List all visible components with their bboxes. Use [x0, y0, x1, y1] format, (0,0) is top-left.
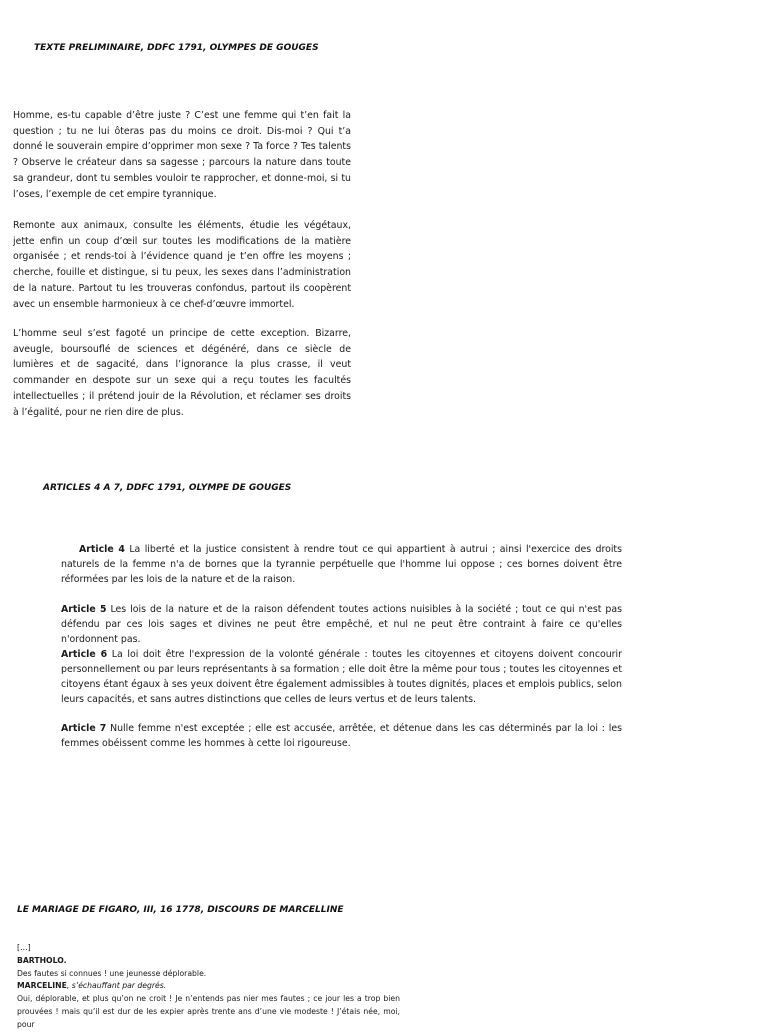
paragraph-preliminaire-1: Homme, es-tu capable d’être juste ? C’est une femme qui t’en fait la question ; tu ne lui ôteras pas du moins ce droit. Dis-moi ? Qui t’a donné le souverain empire d’opprimer mon sexe ? Ta force ? Tes talents ? Observe le créateur dans sa sagesse ; parcours la nature dans toute sa grandeur, dont tu sembles vouloir te rapprocher, et donne-moi, si tu l’oses, l’exemple de cet empire tyrannique.	[13, 110, 351, 200]
article-5	[61, 602, 622, 647]
article-text: La loi doit être l'expression de la volonté générale : toutes les citoyennes et citoyens doivent concourir personnellement ou par leurs représentants à sa formation ; elle doit être la même pour tous ; toutes les citoyennes et citoyens étant égaux à ses yeux doivent être également admissibles à toutes dignités, places et emplois publics, selon leurs capacités, et sans autres distinctions que celles de leurs vertus et de leurs talents.	[61, 649, 622, 705]
stage-direction: , s’échauffant par degrés.	[66, 981, 167, 991]
section-heading-articles: ARTICLES 4 A 7, DDFC 1791, OLYMPE DE GOUGES	[43, 483, 292, 493]
article-text: La liberté et la justice consistent à rendre tout ce qui appartient à autrui ; ainsi l'exercice des droits naturels de la femme n'a de bornes que la tyrannie perpétuelle que l'homme lui oppose ; ces bornes doivent être réformées par les lois de la nature et de la raison.	[61, 544, 622, 585]
section-heading-preliminaire: TEXTE PRELIMINAIRE, DDFC 1791, OLYMPES DE GOUGES	[34, 43, 319, 53]
section-heading-figaro: LE MARIAGE DE FIGARO, III, 16 1778, DISCOURS DE MARCELLINE	[17, 905, 344, 915]
speaker-marceline: MARCELINE	[17, 981, 67, 991]
article-text: Les lois de la nature et de la raison défendent toutes actions nuisibles à la société ; tout ce qui n'est pas défendu par ces lois sages et divines ne peut être empêché, et nul ne peut être contraint à faire ce qu'elles n'ordonnent pas.	[61, 604, 623, 645]
speaker-bartholo: BARTHOLO.	[17, 955, 67, 965]
article-text: Nulle femme n'est exceptée ; elle est accusée, arrêtée, et détenue dans les cas déterminés par la loi : les femmes obéissent comme les hommes à cette loi rigoureuse.	[61, 723, 623, 749]
article-label: Article 6	[61, 649, 108, 660]
speaker-line-marceline	[17, 980, 400, 993]
article-7	[61, 721, 622, 751]
article-label: Article 7	[61, 723, 107, 734]
line-bartholo: Des fautes si connues ! une jeunesse déplorable.	[17, 968, 207, 978]
ellipsis: […]	[17, 943, 31, 952]
paragraph-preliminaire-3: L’homme seul s’est fagoté un principe de cette exception. Bizarre, aveugle, boursouflé de sciences et dégénéré, dans ce siècle de lumières et de sagacité, dans l’ignorance la plus crasse, il veut commander en despote sur un sexe qui a reçu toutes les facultés intellectuelles ; il prétend jouir de la Révolution, et réclamer ses droits à l’égalité, pour ne rien dire de plus.	[13, 328, 351, 418]
article-label: Article 5	[61, 604, 107, 615]
article-6	[61, 647, 622, 707]
paragraph-preliminaire-2: Remonte aux animaux, consulte les éléments, étudie les végétaux, jette enfin un coup d’œil sur toutes les modifications de la matière organisée ; et rends-toi à l’évidence quand je t’en offre les moyens ; cherche, fouille et distingue, si tu peux, les sexes dans l’administration de la nature. Partout tu les trouveras confondus, partout ils coopèrent avec un ensemble harmonieux à ce chef-d’œuvre immortel.	[13, 220, 351, 310]
line-marceline: Oui, déplorable, et plus qu’on ne croit ! Je n’entends pas nier mes fautes ; ce jour les a trop bien prouvées ! mais qu’il est dur de les expier après trente ans d’une vie modeste ! J’étais née, moi, pour	[17, 994, 400, 1029]
article-label: Article 4	[79, 544, 125, 555]
article-4	[61, 542, 622, 587]
dialog-excerpt	[17, 942, 400, 1032]
